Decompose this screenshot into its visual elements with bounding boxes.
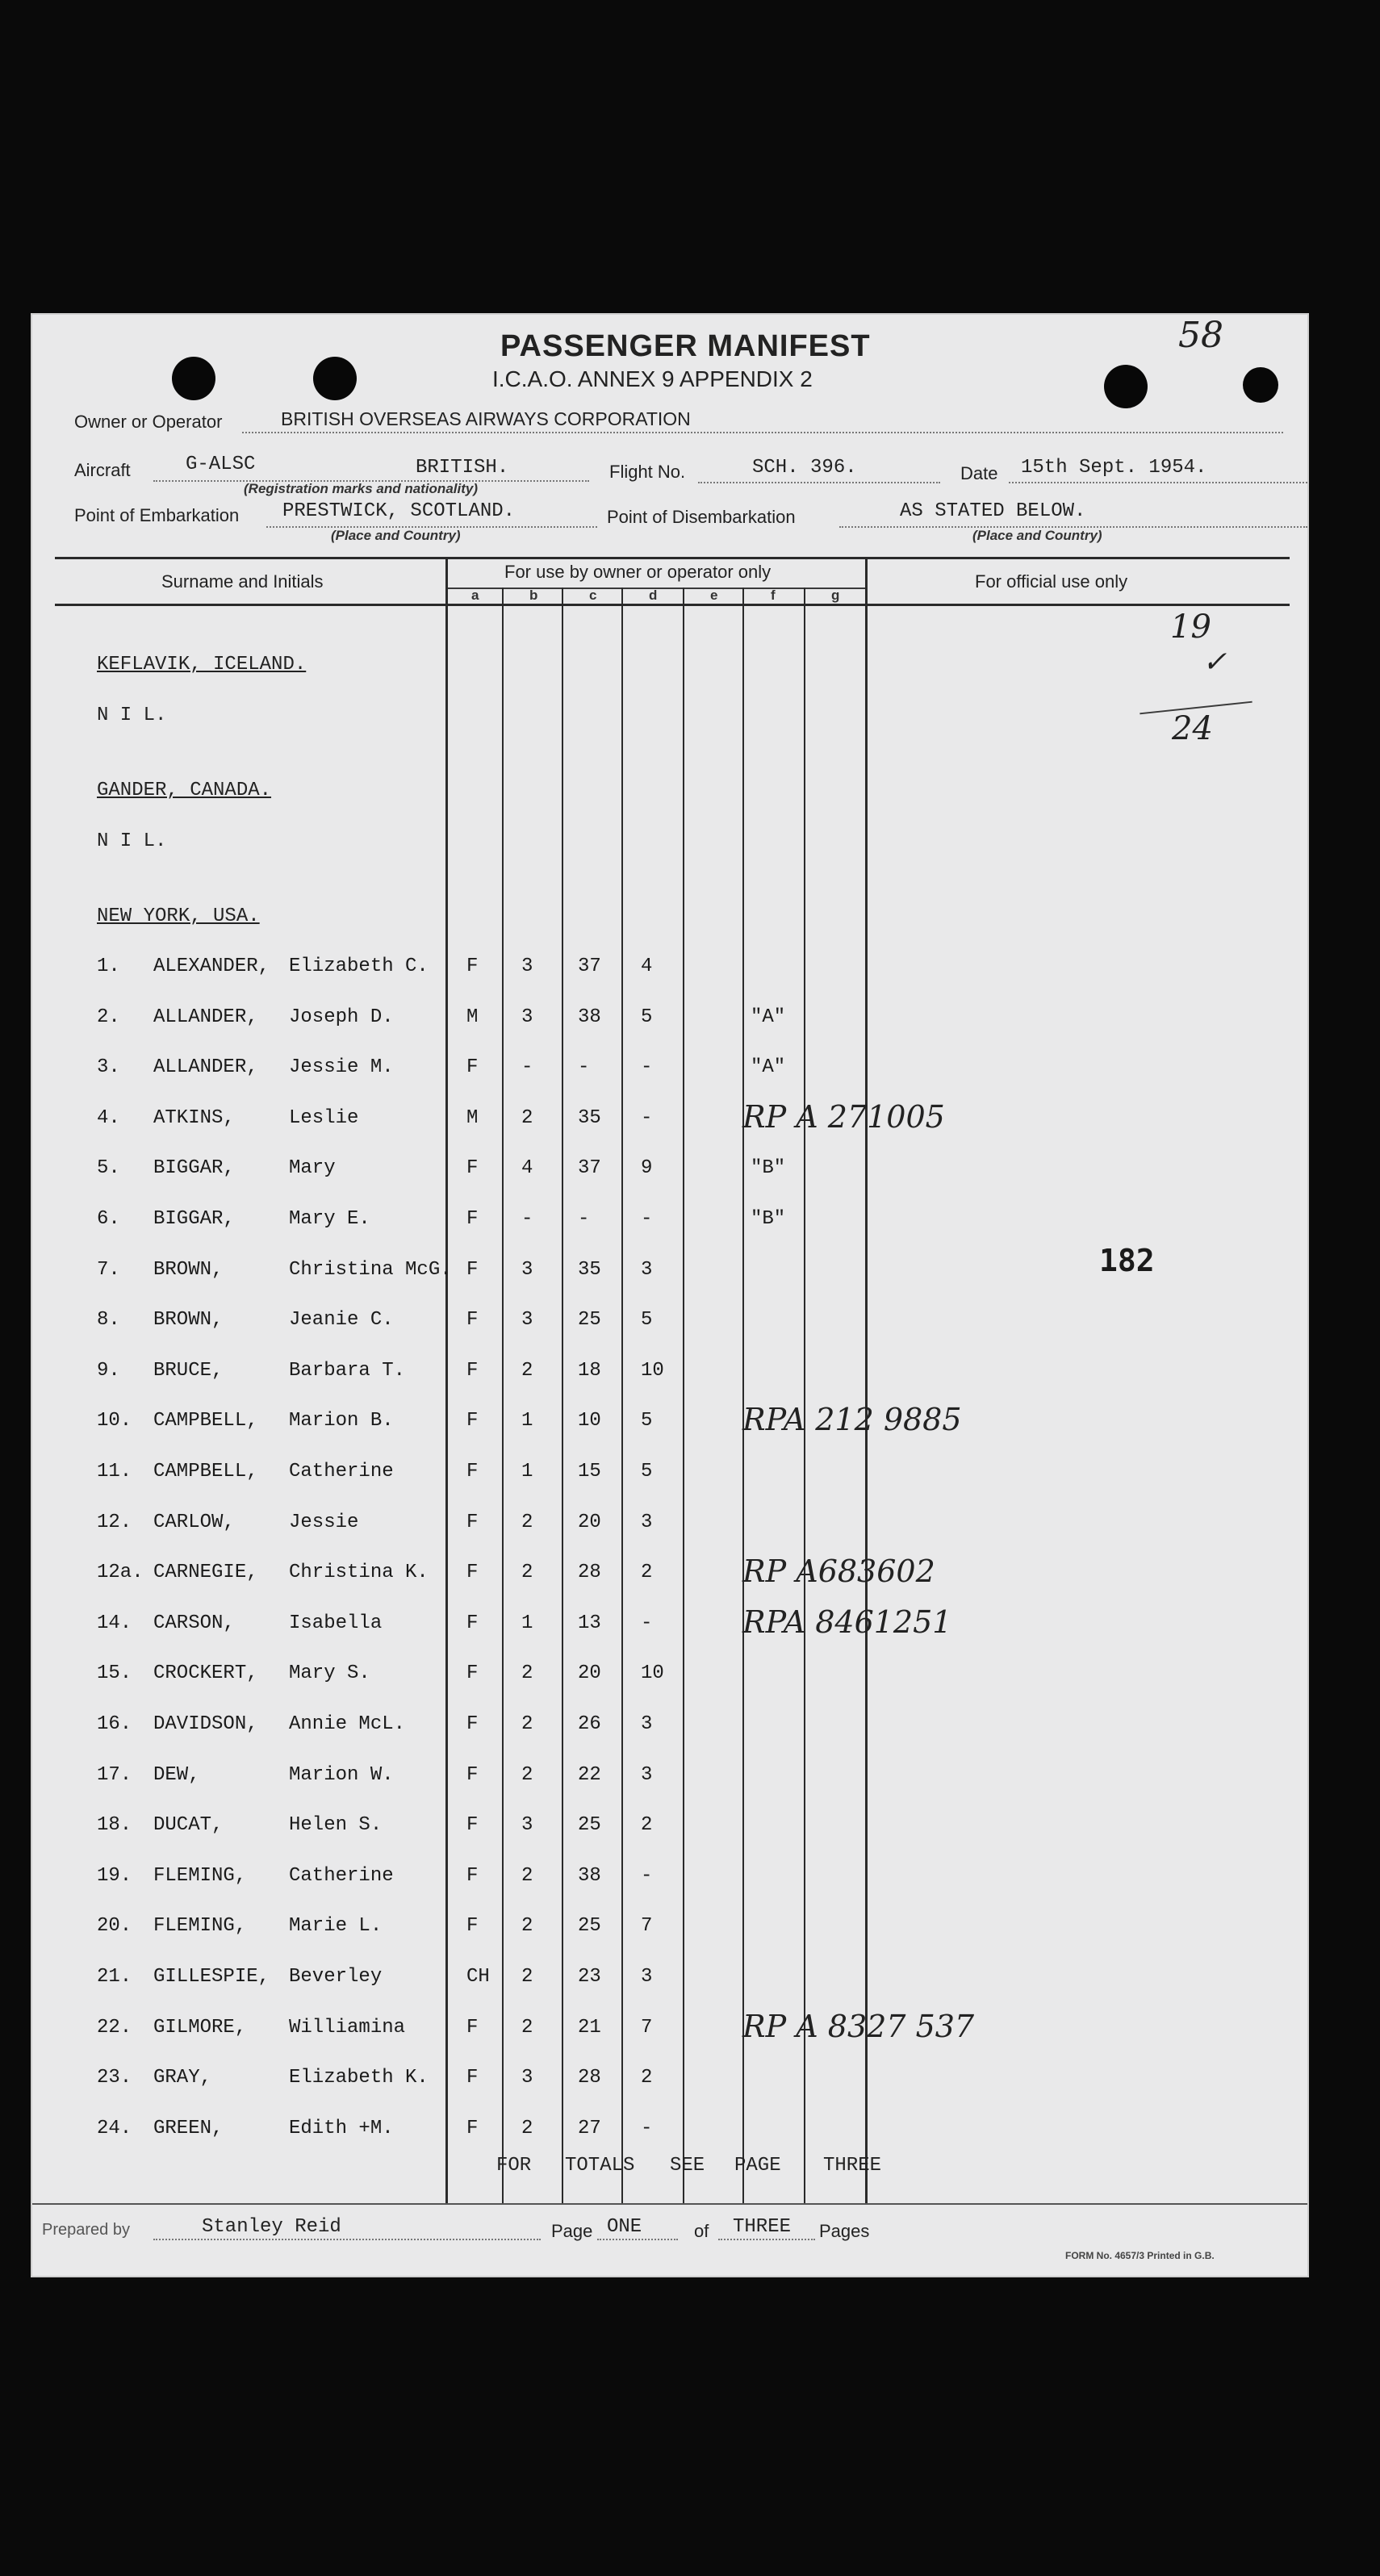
passenger-col-c: 38 (578, 1006, 601, 1028)
passenger-official-note: RPA 212 9885 (742, 1402, 962, 1437)
passenger-surname: CARLOW, (153, 1512, 235, 1533)
passenger-col-d: - (641, 1865, 653, 1887)
passenger-number: 20. (97, 1915, 132, 1937)
passenger-col-a: F (466, 1056, 479, 1078)
passenger-col-b: 4 (521, 1157, 533, 1179)
passenger-col-b: 3 (521, 2067, 533, 2089)
passenger-surname: ALEXANDER, (153, 956, 270, 977)
passenger-col-b: 2 (521, 1662, 533, 1684)
official-count-top: 19 (1170, 608, 1211, 646)
passenger-col-a: F (466, 1612, 479, 1634)
passenger-col-b: 3 (521, 956, 533, 977)
passenger-col-b: 2 (521, 2017, 533, 2039)
col-g: g (831, 588, 840, 603)
col-f: f (771, 588, 776, 603)
passenger-col-b: 2 (521, 1915, 533, 1937)
passenger-number: 2. (97, 1006, 120, 1028)
passenger-col-a: F (466, 1461, 479, 1482)
passenger-col-b: 2 (521, 1107, 533, 1129)
passenger-number: 14. (97, 1612, 132, 1634)
passenger-col-c: 10 (578, 1410, 601, 1432)
registration-note: (Registration marks and nationality) (244, 481, 478, 496)
passenger-col-d: 5 (641, 1461, 653, 1482)
passenger-col-b: 2 (521, 1865, 533, 1887)
passenger-col-a: F (466, 2017, 479, 2039)
passenger-col-b: 2 (521, 1562, 533, 1583)
passenger-given-name: Edith +M. (289, 2118, 394, 2139)
passenger-surname: DAVIDSON, (153, 1713, 258, 1735)
passenger-col-c: 26 (578, 1713, 601, 1735)
passenger-number: 9. (97, 1360, 120, 1382)
passenger-col-d: 9 (641, 1157, 653, 1179)
passenger-surname: FLEMING, (153, 1865, 247, 1887)
passenger-col-d: 2 (641, 1562, 653, 1583)
passenger-given-name: Isabella (289, 1612, 383, 1634)
pages-label: Pages (819, 2221, 870, 2241)
page-number-stamp: 182 (1099, 1243, 1155, 1278)
passenger-col-d: 5 (641, 1410, 653, 1432)
passenger-number: 12a. (97, 1562, 144, 1583)
passenger-given-name: Leslie (289, 1107, 359, 1129)
passenger-col-c: 28 (578, 1562, 601, 1583)
passenger-col-c: 37 (578, 956, 601, 977)
passenger-col-b: 2 (521, 1764, 533, 1786)
passenger-col-b: - (521, 1056, 533, 1078)
passenger-col-c: 22 (578, 1764, 601, 1786)
passenger-col-a: F (466, 2067, 479, 2089)
passenger-col-c: 38 (578, 1865, 601, 1887)
official-count-bottom: 24 (1172, 710, 1213, 747)
date-value: 15th Sept. 1954. (1021, 457, 1207, 479)
passenger-number: 8. (97, 1309, 120, 1331)
passenger-col-d: 3 (641, 1966, 653, 1988)
passenger-col-a: F (466, 1410, 479, 1432)
passenger-given-name: Williamina (289, 2017, 406, 2039)
passenger-given-name: Christina McG. (289, 1259, 452, 1281)
passenger-col-f: "B" (751, 1157, 786, 1179)
passenger-col-d: 2 (641, 1814, 653, 1836)
passenger-col-a: F (466, 1208, 479, 1230)
section-keflavik: KEFLAVIK, ICELAND. (97, 654, 307, 675)
col-b: b (529, 588, 538, 603)
passenger-col-c: 15 (578, 1461, 601, 1482)
passenger-col-c: 35 (578, 1259, 601, 1281)
passenger-col-a: F (466, 2118, 479, 2139)
manifest-sheet (32, 315, 1307, 2276)
passenger-number: 19. (97, 1865, 132, 1887)
passenger-surname: BRUCE, (153, 1360, 224, 1382)
col-e: e (710, 588, 718, 603)
passenger-number: 11. (97, 1461, 132, 1482)
passenger-col-b: 2 (521, 1966, 533, 1988)
passenger-surname: CARNEGIE, (153, 1562, 258, 1583)
col-c: c (589, 588, 597, 603)
passenger-given-name: Joseph D. (289, 1006, 394, 1028)
aircraft-value: G-ALSC (186, 454, 256, 475)
surname-header: Surname and Initials (161, 571, 324, 592)
passenger-number: 4. (97, 1107, 120, 1129)
passenger-surname: GILLESPIE, (153, 1966, 270, 1988)
passenger-official-note: RPA 8461251 (742, 1604, 952, 1640)
place-note-left: (Place and Country) (331, 528, 461, 543)
passenger-col-d: 3 (641, 1764, 653, 1786)
passenger-given-name: Jessie (289, 1512, 359, 1533)
passenger-number: 5. (97, 1157, 120, 1179)
passenger-col-c: 20 (578, 1512, 601, 1533)
official-header: For official use only (975, 571, 1128, 592)
passenger-col-d: 3 (641, 1259, 653, 1281)
punch-hole-middle (313, 357, 357, 400)
passenger-col-a: F (466, 1865, 479, 1887)
passenger-number: 1. (97, 956, 120, 977)
passenger-given-name: Jeanie C. (289, 1309, 394, 1331)
passenger-col-a: F (466, 1562, 479, 1583)
passenger-surname: DUCAT, (153, 1814, 224, 1836)
passenger-col-c: 27 (578, 2118, 601, 2139)
passenger-surname: FLEMING, (153, 1915, 247, 1937)
prepared-label: Prepared by (42, 2221, 130, 2239)
passenger-col-c: - (578, 1208, 590, 1230)
embark-label: Point of Embarkation (74, 505, 240, 525)
passenger-col-a: F (466, 956, 479, 977)
totals-note-4: PAGE (734, 2155, 781, 2177)
passenger-col-c: 35 (578, 1107, 601, 1129)
passenger-col-c: 25 (578, 1309, 601, 1331)
passenger-col-b: 3 (521, 1309, 533, 1331)
passenger-col-b: 2 (521, 1360, 533, 1382)
passenger-given-name: Catherine (289, 1461, 394, 1482)
passenger-col-c: 20 (578, 1662, 601, 1684)
totals-note-1: FOR (496, 2155, 532, 2177)
passenger-col-a: M (466, 1107, 479, 1129)
passenger-number: 21. (97, 1966, 132, 1988)
punch-hole-left (172, 357, 215, 400)
passenger-col-b: - (521, 1208, 533, 1230)
passenger-col-b: 1 (521, 1612, 533, 1634)
passenger-col-a: F (466, 1915, 479, 1937)
passenger-col-b: 1 (521, 1461, 533, 1482)
passenger-given-name: Marion W. (289, 1764, 394, 1786)
passenger-number: 12. (97, 1512, 132, 1533)
passenger-col-d: 2 (641, 2067, 653, 2089)
passenger-given-name: Helen S. (289, 1814, 383, 1836)
passenger-col-d: 10 (641, 1662, 664, 1684)
passenger-col-c: 25 (578, 1814, 601, 1836)
passenger-number: 16. (97, 1713, 132, 1735)
passenger-col-a: F (466, 1259, 479, 1281)
passenger-number: 7. (97, 1259, 120, 1281)
passenger-given-name: Elizabeth K. (289, 2067, 429, 2089)
passenger-col-a: F (466, 1713, 479, 1735)
passenger-col-a: F (466, 1360, 479, 1382)
owner-label: Owner or Operator (74, 412, 223, 432)
passenger-surname: GRAY, (153, 2067, 212, 2089)
passenger-number: 22. (97, 2017, 132, 2039)
passenger-col-c: 21 (578, 2017, 601, 2039)
passenger-col-a: F (466, 1764, 479, 1786)
passenger-number: 15. (97, 1662, 132, 1684)
passenger-col-b: 3 (521, 1006, 533, 1028)
passenger-surname: CAMPBELL, (153, 1461, 258, 1482)
passenger-col-f: "A" (751, 1006, 786, 1028)
punch-hole-right (1104, 365, 1148, 408)
page-value: ONE (607, 2216, 642, 2238)
passenger-surname: CROCKERT, (153, 1662, 258, 1684)
passenger-given-name: Christina K. (289, 1562, 429, 1583)
passenger-col-a: M (466, 1006, 479, 1028)
passenger-col-a: F (466, 1512, 479, 1533)
passenger-surname: ALLANDER, (153, 1056, 258, 1078)
passenger-col-d: - (641, 2118, 653, 2139)
passenger-surname: DEW, (153, 1764, 200, 1786)
passenger-surname: BIGGAR, (153, 1157, 235, 1179)
passenger-surname: ATKINS, (153, 1107, 235, 1129)
of-label: of (694, 2221, 709, 2241)
passenger-col-a: F (466, 1309, 479, 1331)
passenger-col-d: 3 (641, 1713, 653, 1735)
passenger-col-c: 25 (578, 1915, 601, 1937)
totals-note-2: TOTALS (565, 2155, 635, 2177)
date-label: Date (960, 463, 998, 483)
nationality-value: BRITISH. (416, 457, 509, 479)
passenger-col-a: F (466, 1157, 479, 1179)
passenger-given-name: Annie McL. (289, 1713, 406, 1735)
passenger-col-a: F (466, 1662, 479, 1684)
page-title: PASSENGER MANIFEST (500, 329, 871, 363)
page-label: Page (551, 2221, 593, 2241)
passenger-col-c: 23 (578, 1966, 601, 1988)
passenger-col-d: - (641, 1612, 653, 1634)
place-note-right: (Place and Country) (972, 528, 1102, 543)
prepared-value: Stanley Reid (202, 2216, 341, 2238)
passenger-col-a: CH (466, 1966, 490, 1988)
passenger-surname: GILMORE, (153, 2017, 247, 2039)
passenger-number: 10. (97, 1410, 132, 1432)
passenger-col-d: - (641, 1056, 653, 1078)
passenger-surname: GREEN, (153, 2118, 224, 2139)
embark-value: PRESTWICK, SCOTLAND. (282, 500, 516, 522)
passenger-col-b: 1 (521, 1410, 533, 1432)
passenger-given-name: Mary (289, 1157, 336, 1179)
passenger-col-b: 3 (521, 1259, 533, 1281)
passenger-given-name: Marie L. (289, 1915, 383, 1937)
passenger-col-b: 2 (521, 2118, 533, 2139)
totals-note-3: SEE (670, 2155, 705, 2177)
section-gander-note: N I L. (97, 830, 167, 852)
owner-value: BRITISH OVERSEAS AIRWAYS CORPORATION (281, 408, 691, 429)
punch-hole-far-right (1243, 367, 1278, 403)
flight-value: SCH. 396. (752, 457, 857, 479)
passenger-given-name: Beverley (289, 1966, 383, 1988)
operator-header: For use by owner or operator only (504, 562, 772, 582)
passenger-col-a: F (466, 1814, 479, 1836)
disembark-value: AS STATED BELOW. (900, 500, 1086, 522)
passenger-col-c: 37 (578, 1157, 601, 1179)
passenger-given-name: Jessie M. (289, 1056, 394, 1078)
passenger-number: 3. (97, 1056, 120, 1078)
passenger-given-name: Barbara T. (289, 1360, 406, 1382)
passenger-official-note: RP A 8327 537 (742, 2009, 975, 2044)
passenger-col-c: 13 (578, 1612, 601, 1634)
passenger-number: 17. (97, 1764, 132, 1786)
passenger-surname: BROWN, (153, 1259, 224, 1281)
passenger-col-d: 5 (641, 1309, 653, 1331)
passenger-surname: ALLANDER, (153, 1006, 258, 1028)
col-a: a (471, 588, 479, 603)
passenger-official-note: RP A683602 (742, 1554, 935, 1589)
passenger-number: 23. (97, 2067, 132, 2089)
passenger-col-f: "A" (751, 1056, 786, 1078)
section-gander: GANDER, CANADA. (97, 780, 272, 801)
of-value: THREE (733, 2216, 792, 2238)
flight-label: Flight No. (609, 462, 686, 482)
passenger-official-note: RP A 271005 (742, 1099, 945, 1135)
passenger-number: 6. (97, 1208, 120, 1230)
form-number: FORM No. 4657/3 Printed in G.B. (1065, 2250, 1215, 2261)
passenger-col-b: 2 (521, 1512, 533, 1533)
passenger-col-f: "B" (751, 1208, 786, 1230)
passenger-surname: CARSON, (153, 1612, 235, 1634)
section-new-york: NEW YORK, USA. (97, 905, 260, 927)
passenger-col-d: - (641, 1107, 653, 1129)
passenger-given-name: Catherine (289, 1865, 394, 1887)
passenger-given-name: Mary E. (289, 1208, 370, 1230)
passenger-col-b: 2 (521, 1713, 533, 1735)
passenger-col-d: 5 (641, 1006, 653, 1028)
aircraft-label: Aircraft (74, 460, 131, 480)
section-keflavik-note: N I L. (97, 705, 167, 726)
passenger-col-c: 18 (578, 1360, 601, 1382)
passenger-number: 24. (97, 2118, 132, 2139)
col-d: d (649, 588, 658, 603)
passenger-given-name: Mary S. (289, 1662, 370, 1684)
passenger-col-c: 28 (578, 2067, 601, 2089)
passenger-given-name: Elizabeth C. (289, 956, 429, 977)
passenger-col-d: 10 (641, 1360, 664, 1382)
passenger-col-d: 3 (641, 1512, 653, 1533)
disembark-label: Point of Disembarkation (607, 507, 796, 527)
passenger-col-d: 4 (641, 956, 653, 977)
passenger-col-c: - (578, 1056, 590, 1078)
passenger-given-name: Marion B. (289, 1410, 394, 1432)
passenger-col-d: 7 (641, 1915, 653, 1937)
corner-mark: 58 (1178, 315, 1223, 356)
passenger-number: 18. (97, 1814, 132, 1836)
passenger-col-d: - (641, 1208, 653, 1230)
passenger-surname: BROWN, (153, 1309, 224, 1331)
page-subtitle: I.C.A.O. ANNEX 9 APPENDIX 2 (492, 366, 813, 391)
passenger-surname: CAMPBELL, (153, 1410, 258, 1432)
passenger-col-b: 3 (521, 1814, 533, 1836)
official-tick: ✓ (1202, 646, 1227, 679)
passenger-col-d: 7 (641, 2017, 653, 2039)
totals-note-5: THREE (823, 2155, 882, 2177)
passenger-surname: BIGGAR, (153, 1208, 235, 1230)
